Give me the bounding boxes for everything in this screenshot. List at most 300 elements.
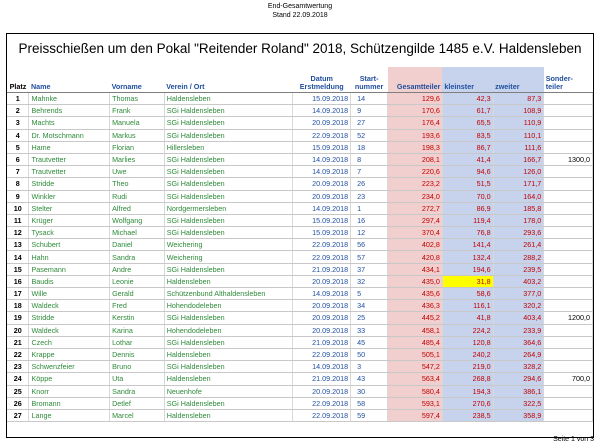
- cell-startnummer: 56: [351, 239, 388, 251]
- cell-kleinster: 270,6: [442, 397, 493, 409]
- cell-gesamtteiler: 420,8: [388, 251, 443, 263]
- cell-platz: 21: [7, 336, 29, 348]
- col-header-name: Name: [29, 67, 110, 93]
- cell-vorname: Marcel: [110, 409, 165, 421]
- table-row: [7, 312, 593, 324]
- cell-gesamtteiler: 129,6: [388, 93, 443, 105]
- col-header-sonder-line1: Sonder-: [545, 74, 573, 83]
- cell-kleinster: 61,7: [442, 105, 493, 117]
- cell-datum: 22.09.2018: [293, 239, 351, 251]
- cell-zweiter: 377,0: [493, 288, 544, 300]
- col-header-datum-line1: Datum: [310, 74, 333, 83]
- cell-verein: SGi Haldensleben: [164, 214, 293, 226]
- cell-zweiter: 171,7: [493, 178, 544, 190]
- cell-vorname: Fred: [110, 300, 165, 312]
- cell-sonderteiler: [544, 385, 593, 397]
- cell-platz: 18: [7, 300, 29, 312]
- cell-gesamtteiler: 208,1: [388, 153, 443, 165]
- cell-zweiter: 322,5: [493, 397, 544, 409]
- cell-startnummer: 9: [351, 105, 388, 117]
- cell-kleinster: 41,8: [442, 312, 493, 324]
- col-header-start-line1: Start-: [359, 74, 379, 83]
- cell-name: Winkler: [29, 190, 110, 202]
- table-row: [7, 361, 593, 373]
- cell-vorname: Theo: [110, 178, 165, 190]
- cell-startnummer: 7: [351, 166, 388, 178]
- cell-startnummer: 33: [351, 324, 388, 336]
- cell-verein: Hohendodeleben: [164, 324, 293, 336]
- cell-kleinster: 238,5: [442, 409, 493, 421]
- cell-startnummer: 3: [351, 361, 388, 373]
- cell-verein: Neuenhofe: [164, 385, 293, 397]
- cell-zweiter: 364,6: [493, 336, 544, 348]
- cell-datum: 22.09.2018: [293, 397, 351, 409]
- cell-verein: SGi Haldensleben: [164, 166, 293, 178]
- cell-platz: 12: [7, 227, 29, 239]
- cell-datum: 20.09.2018: [293, 385, 351, 397]
- cell-kleinster: 116,1: [442, 300, 493, 312]
- cell-verein: SGi Haldensleben: [164, 105, 293, 117]
- cell-datum: 20.09.2018: [293, 190, 351, 202]
- col-header-datum-line2: Erstmeldung: [299, 82, 344, 91]
- cell-name: Stelter: [29, 202, 110, 214]
- cell-startnummer: 16: [351, 214, 388, 226]
- header-line-2: Stand 22.09.2018: [272, 11, 328, 19]
- cell-name: Krüger: [29, 214, 110, 226]
- cell-sonderteiler: [544, 409, 593, 421]
- cell-verein: SGi Haldensleben: [164, 129, 293, 141]
- cell-zweiter: 293,6: [493, 227, 544, 239]
- cell-vorname: Alfred: [110, 202, 165, 214]
- cell-datum: 14.09.2018: [293, 166, 351, 178]
- table-row: [7, 178, 593, 190]
- cell-kleinster: 31,8: [442, 275, 493, 287]
- cell-zweiter: 166,7: [493, 153, 544, 165]
- cell-zweiter: 264,9: [493, 348, 544, 360]
- col-header-sonder-line2: teiler: [545, 82, 563, 91]
- cell-vorname: Marlies: [110, 153, 165, 165]
- cell-name: Schubert: [29, 239, 110, 251]
- cell-gesamtteiler: 434,1: [388, 263, 443, 275]
- cell-vorname: Markus: [110, 129, 165, 141]
- cell-zweiter: 239,5: [493, 263, 544, 275]
- cell-sonderteiler: [544, 300, 593, 312]
- cell-startnummer: 30: [351, 385, 388, 397]
- cell-zweiter: 294,6: [493, 373, 544, 385]
- cell-datum: 15.09.2018: [293, 93, 351, 105]
- cell-vorname: Gerald: [110, 288, 165, 300]
- cell-datum: 15.09.2018: [293, 214, 351, 226]
- cell-gesamtteiler: 580,4: [388, 385, 443, 397]
- table-row: [7, 141, 593, 153]
- results-table: [7, 67, 593, 422]
- cell-startnummer: 43: [351, 373, 388, 385]
- cell-startnummer: 25: [351, 312, 388, 324]
- cell-datum: 20.09.2018: [293, 312, 351, 324]
- table-row: [7, 214, 593, 226]
- cell-datum: 14.09.2018: [293, 361, 351, 373]
- cell-startnummer: 14: [351, 93, 388, 105]
- cell-gesamtteiler: 402,8: [388, 239, 443, 251]
- cell-vorname: Manuela: [110, 117, 165, 129]
- cell-kleinster: 83,5: [442, 129, 493, 141]
- cell-verein: SGi Haldensleben: [164, 190, 293, 202]
- cell-name: Schwenzfeier: [29, 361, 110, 373]
- results-frame: [6, 33, 594, 438]
- cell-sonderteiler: [544, 93, 593, 105]
- cell-verein: SGi Haldensleben: [164, 336, 293, 348]
- cell-datum: 14.09.2018: [293, 202, 351, 214]
- cell-startnummer: 26: [351, 178, 388, 190]
- table-row: [7, 409, 593, 421]
- cell-startnummer: 57: [351, 251, 388, 263]
- cell-platz: 10: [7, 202, 29, 214]
- cell-platz: 17: [7, 288, 29, 300]
- page-title: Preisschießen um den Pokal "Reitender Roland" 2018, Schützengilde 1485 e.V. Haldensleben: [18, 41, 582, 56]
- cell-kleinster: 120,8: [442, 336, 493, 348]
- cell-vorname: Lothar: [110, 336, 165, 348]
- cell-platz: 16: [7, 275, 29, 287]
- table-row: [7, 93, 593, 105]
- cell-sonderteiler: [544, 141, 593, 153]
- cell-kleinster: 194,6: [442, 263, 493, 275]
- cell-kleinster: 41,4: [442, 153, 493, 165]
- table-header-row: [7, 67, 593, 93]
- cell-platz: 23: [7, 361, 29, 373]
- cell-sonderteiler: [544, 214, 593, 226]
- cell-platz: 25: [7, 385, 29, 397]
- cell-vorname: Andre: [110, 263, 165, 275]
- cell-sonderteiler: [544, 166, 593, 178]
- cell-datum: 14.09.2018: [293, 153, 351, 165]
- cell-startnummer: 12: [351, 227, 388, 239]
- cell-verein: Nordgermersleben: [164, 202, 293, 214]
- cell-gesamtteiler: 272,7: [388, 202, 443, 214]
- cell-name: Stridde: [29, 312, 110, 324]
- cell-startnummer: 27: [351, 117, 388, 129]
- cell-kleinster: 240,2: [442, 348, 493, 360]
- cell-sonderteiler: [544, 129, 593, 141]
- cell-vorname: Rudi: [110, 190, 165, 202]
- cell-vorname: Michael: [110, 227, 165, 239]
- cell-kleinster: 219,0: [442, 361, 493, 373]
- cell-platz: 11: [7, 214, 29, 226]
- cell-vorname: Sandra: [110, 385, 165, 397]
- cell-vorname: Daniel: [110, 239, 165, 251]
- col-header-startnummer: [351, 67, 388, 93]
- cell-verein: Hillersleben: [164, 141, 293, 153]
- cell-verein: Hohendodeleben: [164, 300, 293, 312]
- table-row: [7, 129, 593, 141]
- cell-zweiter: 358,9: [493, 409, 544, 421]
- cell-sonderteiler: [544, 239, 593, 251]
- cell-verein: Haldensleben: [164, 348, 293, 360]
- cell-gesamtteiler: 435,0: [388, 275, 443, 287]
- table-row: [7, 251, 593, 263]
- cell-platz: 15: [7, 263, 29, 275]
- table-row: [7, 117, 593, 129]
- cell-sonderteiler: 1200,0: [544, 312, 593, 324]
- cell-vorname: Dennis: [110, 348, 165, 360]
- cell-vorname: Wolfgang: [110, 214, 165, 226]
- cell-vorname: Leonie: [110, 275, 165, 287]
- cell-zweiter: 288,2: [493, 251, 544, 263]
- cell-zweiter: 87,3: [493, 93, 544, 105]
- cell-platz: 3: [7, 117, 29, 129]
- cell-kleinster: 119,4: [442, 214, 493, 226]
- table-row: [7, 105, 593, 117]
- cell-verein: SGi Haldensleben: [164, 178, 293, 190]
- cell-datum: 22.09.2018: [293, 348, 351, 360]
- cell-name: Dr. Motschmann: [29, 129, 110, 141]
- cell-platz: 1: [7, 93, 29, 105]
- table-row: [7, 166, 593, 178]
- table-row: [7, 300, 593, 312]
- cell-verein: SGi Haldensleben: [164, 312, 293, 324]
- cell-gesamtteiler: 505,1: [388, 348, 443, 360]
- cell-vorname: Uta: [110, 373, 165, 385]
- cell-datum: 22.09.2018: [293, 409, 351, 421]
- cell-verein: SGi Haldensleben: [164, 227, 293, 239]
- cell-kleinster: 86,9: [442, 202, 493, 214]
- cell-name: Tysack: [29, 227, 110, 239]
- cell-gesamtteiler: 198,3: [388, 141, 443, 153]
- col-header-kleinster: kleinster: [442, 67, 493, 93]
- cell-zweiter: 126,0: [493, 166, 544, 178]
- cell-datum: 21.09.2018: [293, 263, 351, 275]
- cell-gesamtteiler: 445,2: [388, 312, 443, 324]
- cell-vorname: Sandra: [110, 251, 165, 263]
- table-row: [7, 397, 593, 409]
- cell-datum: 14.09.2018: [293, 288, 351, 300]
- document-header: [0, 3, 600, 20]
- table-row: [7, 275, 593, 287]
- cell-startnummer: 32: [351, 275, 388, 287]
- table-row: [7, 288, 593, 300]
- cell-platz: 4: [7, 129, 29, 141]
- table-row: [7, 336, 593, 348]
- cell-name: Mahnke: [29, 93, 110, 105]
- cell-vorname: Thomas: [110, 93, 165, 105]
- table-row: [7, 324, 593, 336]
- cell-name: Baudis: [29, 275, 110, 287]
- cell-zweiter: 110,1: [493, 129, 544, 141]
- col-header-verein: Verein / Ort: [164, 67, 293, 93]
- cell-platz: 24: [7, 373, 29, 385]
- cell-platz: 14: [7, 251, 29, 263]
- cell-kleinster: 268,8: [442, 373, 493, 385]
- cell-sonderteiler: [544, 361, 593, 373]
- cell-sonderteiler: [544, 251, 593, 263]
- cell-platz: 27: [7, 409, 29, 421]
- table-row: [7, 202, 593, 214]
- cell-zweiter: 261,4: [493, 239, 544, 251]
- col-header-platz: Platz: [7, 67, 29, 93]
- cell-gesamtteiler: 193,6: [388, 129, 443, 141]
- cell-verein: SGi Haldensleben: [164, 361, 293, 373]
- cell-gesamtteiler: 170,6: [388, 105, 443, 117]
- cell-name: Machts: [29, 117, 110, 129]
- col-header-vorname: Vorname: [110, 67, 165, 93]
- cell-sonderteiler: [544, 202, 593, 214]
- cell-datum: 20.09.2018: [293, 117, 351, 129]
- cell-name: Trautvetter: [29, 166, 110, 178]
- header-line-1: End-Gesamtwertung: [267, 3, 333, 10]
- cell-zweiter: 108,9: [493, 105, 544, 117]
- cell-sonderteiler: [544, 275, 593, 287]
- table-row: [7, 227, 593, 239]
- cell-sonderteiler: [544, 397, 593, 409]
- cell-datum: 20.09.2018: [293, 300, 351, 312]
- cell-name: Waldeck: [29, 300, 110, 312]
- cell-vorname: Frank: [110, 105, 165, 117]
- cell-gesamtteiler: 370,4: [388, 227, 443, 239]
- cell-vorname: Bruno: [110, 361, 165, 373]
- cell-kleinster: 76,8: [442, 227, 493, 239]
- cell-sonderteiler: [544, 190, 593, 202]
- cell-name: Stridde: [29, 178, 110, 190]
- cell-verein: Haldensleben: [164, 373, 293, 385]
- cell-kleinster: 86,7: [442, 141, 493, 153]
- cell-sonderteiler: [544, 348, 593, 360]
- cell-startnummer: 52: [351, 129, 388, 141]
- cell-datum: 20.09.2018: [293, 178, 351, 190]
- cell-zweiter: 328,2: [493, 361, 544, 373]
- cell-kleinster: 194,3: [442, 385, 493, 397]
- cell-sonderteiler: [544, 105, 593, 117]
- cell-verein: SGi Haldensleben: [164, 117, 293, 129]
- col-header-zweiter: zweiter: [493, 67, 544, 93]
- cell-gesamtteiler: 458,1: [388, 324, 443, 336]
- col-header-start-line2: nummer: [354, 82, 384, 91]
- cell-verein: Haldensleben: [164, 275, 293, 287]
- table-row: [7, 239, 593, 251]
- cell-verein: Haldensleben: [164, 93, 293, 105]
- cell-verein: Weichering: [164, 251, 293, 263]
- cell-gesamtteiler: 597,4: [388, 409, 443, 421]
- cell-sonderteiler: 1300,0: [544, 153, 593, 165]
- cell-gesamtteiler: 593,1: [388, 397, 443, 409]
- cell-vorname: Kerstin: [110, 312, 165, 324]
- cell-startnummer: 1: [351, 202, 388, 214]
- cell-verein: Weichering: [164, 239, 293, 251]
- cell-sonderteiler: [544, 227, 593, 239]
- cell-kleinster: 65,5: [442, 117, 493, 129]
- cell-name: Knorr: [29, 385, 110, 397]
- table-body: [7, 93, 593, 422]
- cell-startnummer: 18: [351, 141, 388, 153]
- cell-datum: 21.09.2018: [293, 373, 351, 385]
- cell-vorname: Karina: [110, 324, 165, 336]
- cell-name: Lange: [29, 409, 110, 421]
- col-header-datum: [293, 67, 351, 93]
- cell-name: Pasemann: [29, 263, 110, 275]
- cell-kleinster: 94,6: [442, 166, 493, 178]
- cell-datum: 21.09.2018: [293, 336, 351, 348]
- cell-datum: 22.09.2018: [293, 129, 351, 141]
- table-row: [7, 263, 593, 275]
- table-row: [7, 385, 593, 397]
- cell-datum: 14.09.2018: [293, 105, 351, 117]
- cell-zweiter: 185,8: [493, 202, 544, 214]
- cell-gesamtteiler: 547,2: [388, 361, 443, 373]
- cell-startnummer: 8: [351, 153, 388, 165]
- table-row: [7, 190, 593, 202]
- cell-kleinster: 224,2: [442, 324, 493, 336]
- cell-kleinster: 51,5: [442, 178, 493, 190]
- cell-platz: 9: [7, 190, 29, 202]
- cell-gesamtteiler: 436,3: [388, 300, 443, 312]
- cell-platz: 6: [7, 153, 29, 165]
- cell-sonderteiler: [544, 288, 593, 300]
- cell-platz: 22: [7, 348, 29, 360]
- cell-name: Köppe: [29, 373, 110, 385]
- cell-name: Trautvetter: [29, 153, 110, 165]
- cell-zweiter: 111,6: [493, 141, 544, 153]
- cell-zweiter: 233,9: [493, 324, 544, 336]
- col-header-gesamtteiler: Gesamtteiler: [388, 67, 443, 93]
- cell-name: Hame: [29, 141, 110, 153]
- cell-startnummer: 5: [351, 288, 388, 300]
- cell-sonderteiler: [544, 178, 593, 190]
- cell-gesamtteiler: 220,6: [388, 166, 443, 178]
- cell-zweiter: 386,1: [493, 385, 544, 397]
- cell-startnummer: 59: [351, 409, 388, 421]
- cell-name: Hahn: [29, 251, 110, 263]
- col-header-sonderteiler: [544, 67, 593, 93]
- cell-name: Czech: [29, 336, 110, 348]
- cell-platz: 8: [7, 178, 29, 190]
- cell-platz: 19: [7, 312, 29, 324]
- cell-kleinster: 58,6: [442, 288, 493, 300]
- cell-gesamtteiler: 485,4: [388, 336, 443, 348]
- cell-sonderteiler: [544, 117, 593, 129]
- cell-platz: 13: [7, 239, 29, 251]
- cell-zweiter: 164,0: [493, 190, 544, 202]
- cell-platz: 26: [7, 397, 29, 409]
- cell-gesamtteiler: 435,6: [388, 288, 443, 300]
- cell-sonderteiler: [544, 324, 593, 336]
- cell-gesamtteiler: 297,4: [388, 214, 443, 226]
- cell-zweiter: 178,0: [493, 214, 544, 226]
- cell-kleinster: 70,0: [442, 190, 493, 202]
- page-footer: Seite 1 von 3: [553, 436, 594, 443]
- cell-verein: Schützenbund Althaldensleben: [164, 288, 293, 300]
- cell-name: Wille: [29, 288, 110, 300]
- cell-platz: 7: [7, 166, 29, 178]
- table-row: [7, 373, 593, 385]
- cell-verein: SGi Haldensleben: [164, 397, 293, 409]
- cell-name: Krappe: [29, 348, 110, 360]
- cell-sonderteiler: [544, 263, 593, 275]
- cell-zweiter: 320,2: [493, 300, 544, 312]
- cell-startnummer: 37: [351, 263, 388, 275]
- cell-gesamtteiler: 234,0: [388, 190, 443, 202]
- cell-datum: 20.09.2018: [293, 324, 351, 336]
- cell-platz: 20: [7, 324, 29, 336]
- cell-zweiter: 403,4: [493, 312, 544, 324]
- table-row: [7, 153, 593, 165]
- cell-kleinster: 132,4: [442, 251, 493, 263]
- cell-platz: 5: [7, 141, 29, 153]
- cell-verein: SGi Haldensleben: [164, 263, 293, 275]
- cell-vorname: Detlef: [110, 397, 165, 409]
- cell-zweiter: 403,2: [493, 275, 544, 287]
- cell-gesamtteiler: 176,4: [388, 117, 443, 129]
- cell-name: Bromann: [29, 397, 110, 409]
- cell-datum: 22.09.2018: [293, 251, 351, 263]
- cell-zweiter: 110,9: [493, 117, 544, 129]
